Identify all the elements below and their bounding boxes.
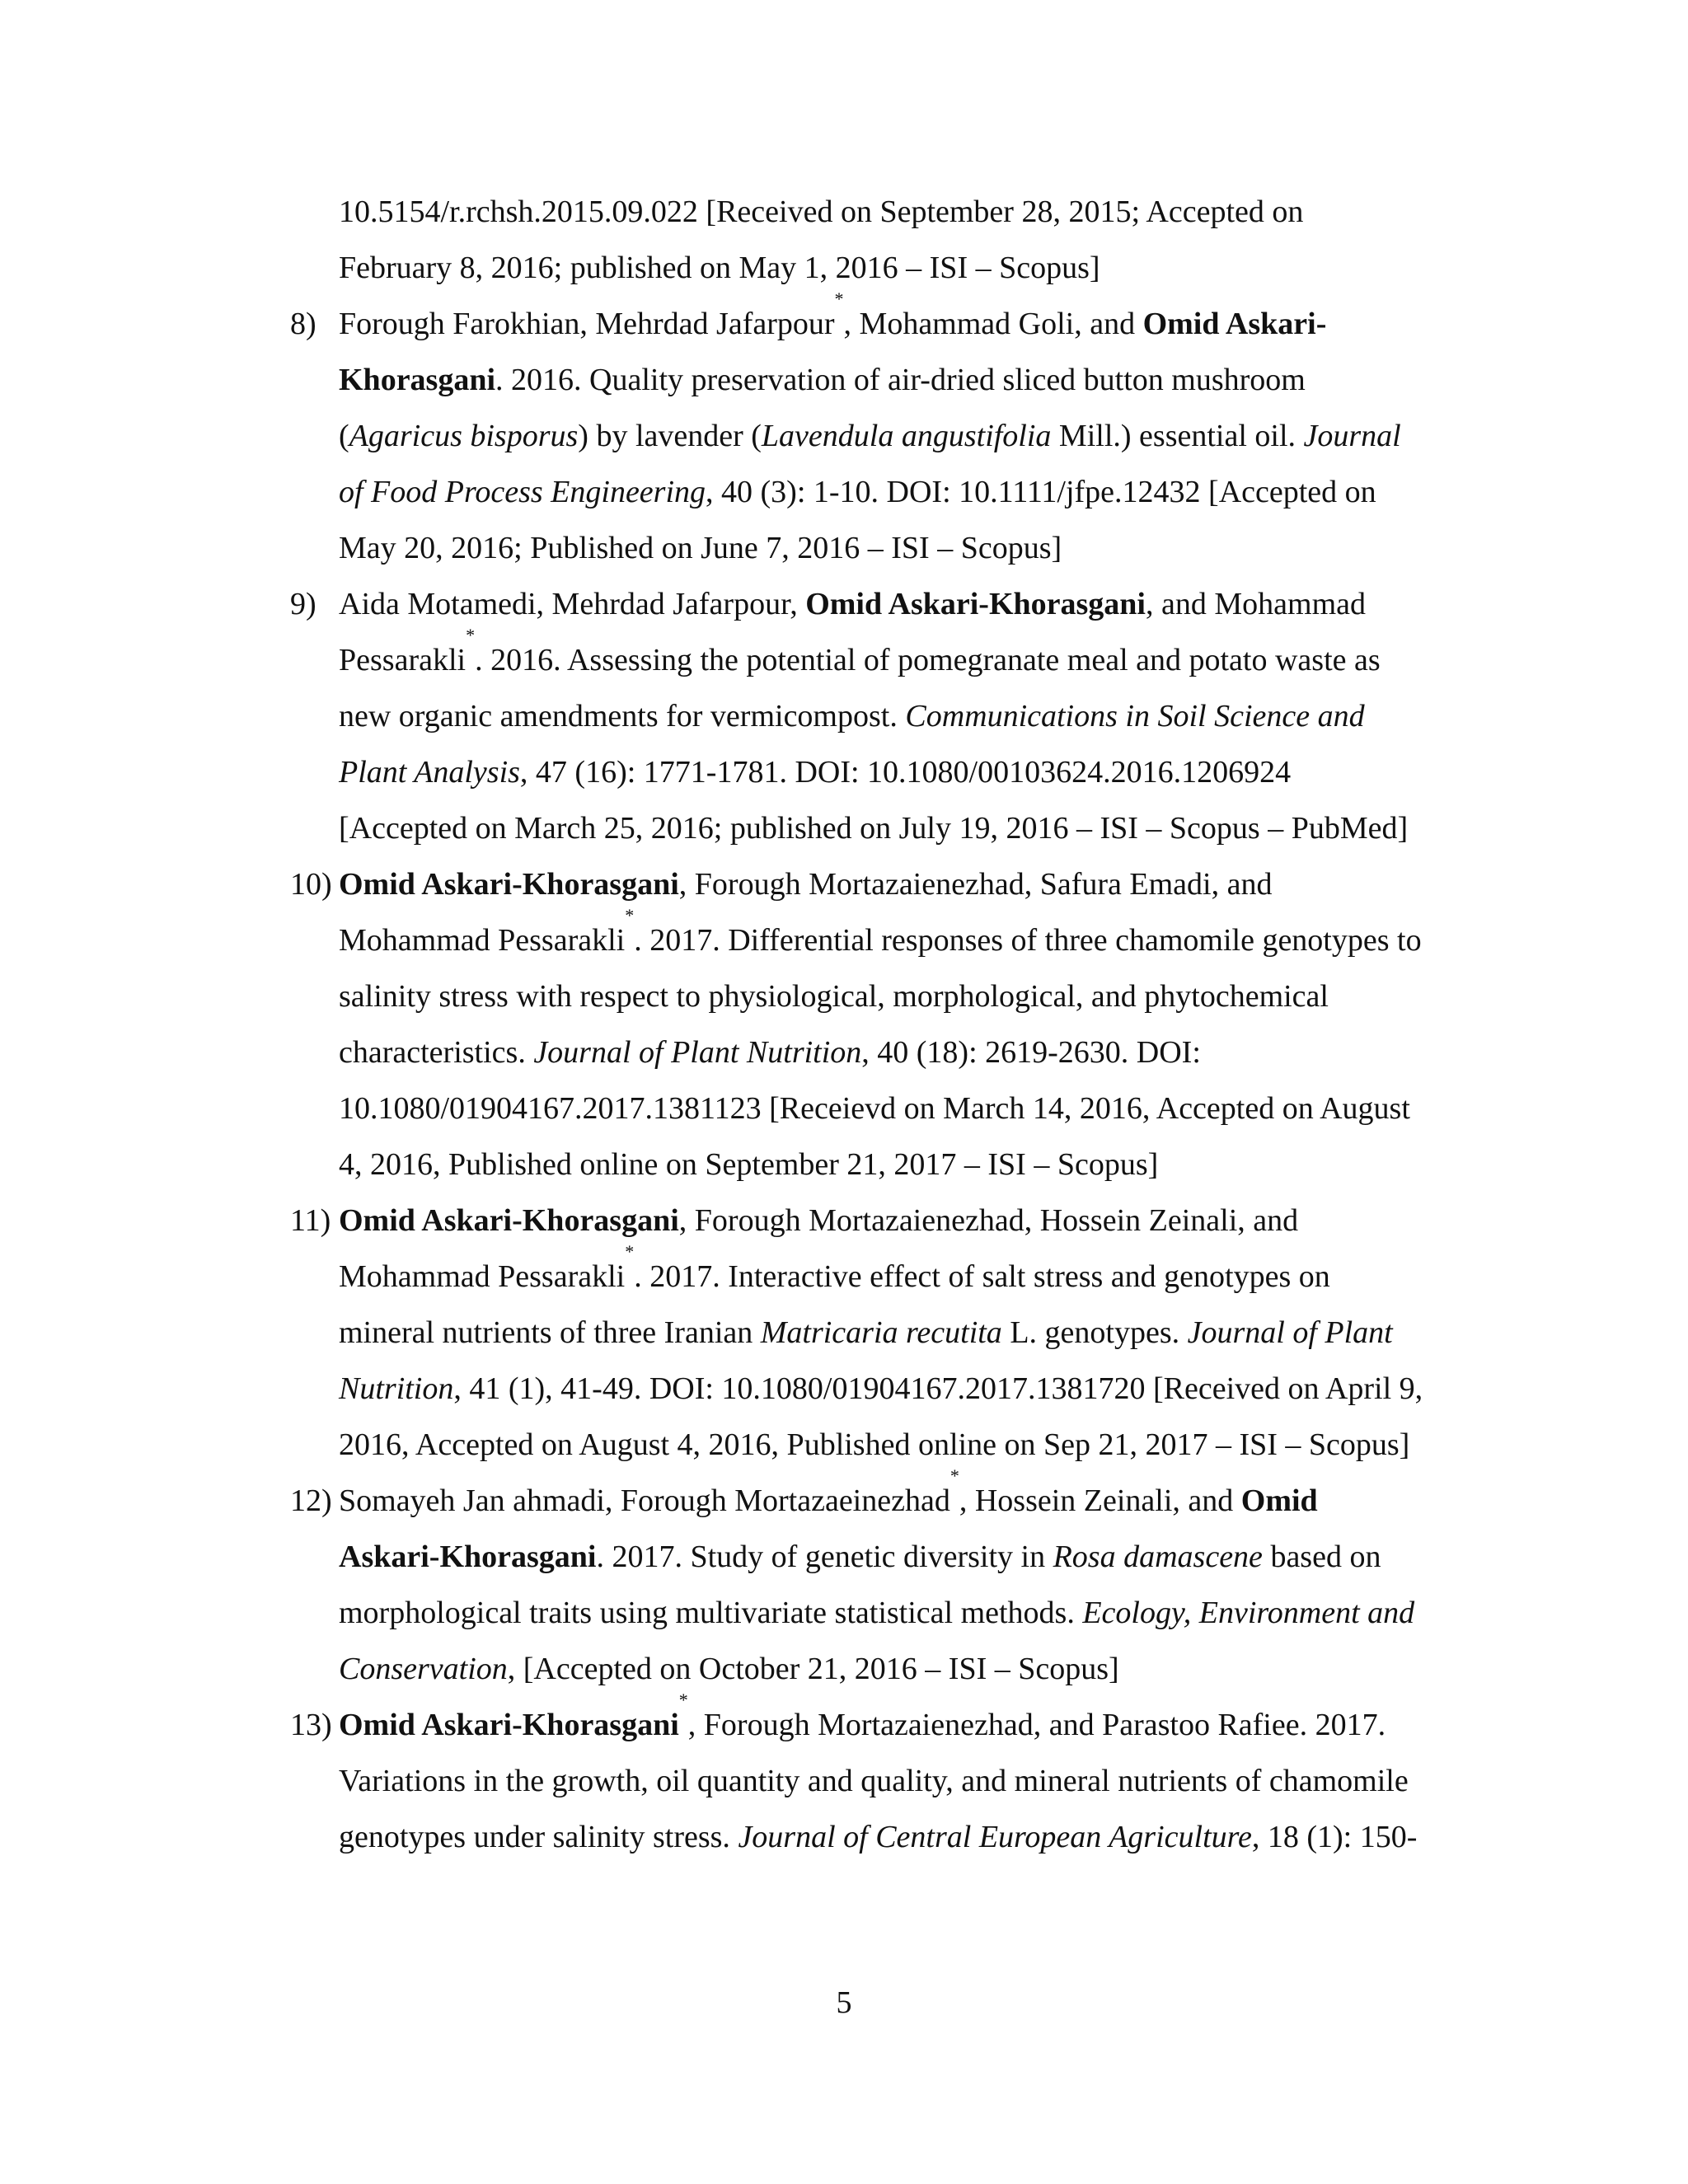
- reference-number: 8): [290, 307, 316, 341]
- reference-number: 9): [290, 587, 316, 621]
- corresponding-author-mark: *: [678, 1690, 688, 1710]
- highlighted-author: Omid Askari-Khorasgani: [339, 1708, 679, 1742]
- text-line: Omid Askari-Khorasgani*, Forough Mortazaienezhad, and Parastoo Rafiee. 2017.: [339, 1690, 1386, 1742]
- species-name: Agaricus bisporus: [349, 419, 579, 453]
- text-line: 4, 2016, Published online on September 21, 2017 – ISI – Scopus]: [339, 1147, 1159, 1182]
- text-line: Nutrition, 41 (1), 41-49. DOI: 10.1080/01904167.2017.1381720 [Received on April 9,: [339, 1371, 1423, 1406]
- text-line: Aida Motamedi, Mehrdad Jafarpour, Omid Askari-Khorasgani, and Mohammad: [339, 587, 1367, 621]
- text-line: new organic amendments for vermicompost. Communications in Soil Science and: [339, 699, 1365, 733]
- journal-name: Nutrition: [339, 1371, 454, 1406]
- text-line: Pessarakli*. 2016. Assessing the potential of pomegranate meal and potato waste as: [339, 625, 1381, 677]
- text-line: Khorasgani. 2016. Quality preservation of air-dried sliced button mushroom: [339, 363, 1306, 397]
- journal-name: Conservation: [339, 1652, 508, 1686]
- text-line: of Food Process Engineering, 40 (3): 1-10. DOI: 10.1111/jfpe.12432 [Accepted on: [339, 475, 1376, 509]
- text-line: (Agaricus bisporus) by lavender (Lavendula angustifolia Mill.) essential oil. Journal: [339, 419, 1401, 453]
- journal-name: of Food Process Engineering: [339, 475, 706, 509]
- journal-name: Communications in Soil Science and: [905, 699, 1365, 733]
- text-line: [Accepted on March 25, 2016; published on July 19, 2016 – ISI – Scopus – PubMed]: [339, 811, 1409, 846]
- highlighted-author: Omid Askari-: [1142, 307, 1327, 341]
- highlighted-author: Omid: [1240, 1483, 1318, 1518]
- text-line: 10.5154/r.rchsh.2015.09.022 [Received on September 28, 2015; Accepted on: [339, 194, 1304, 229]
- text-line: Omid Askari-Khorasgani, Forough Mortazaienezhad, Hossein Zeinali, and: [339, 1203, 1299, 1238]
- highlighted-author: Khorasgani: [339, 363, 496, 397]
- text-line: May 20, 2016; Published on June 7, 2016 – ISI – Scopus]: [339, 531, 1062, 565]
- text-line: characteristics. Journal of Plant Nutrition, 40 (18): 2619-2630. DOI:: [339, 1035, 1201, 1070]
- journal-name: Plant Analysis: [339, 755, 520, 790]
- text-line: mineral nutrients of three Iranian Matricaria recutita L. genotypes. Journal of Plant: [339, 1315, 1393, 1350]
- text-line: genotypes under salinity stress. Journal of Central European Agriculture, 18 (1): 150-: [339, 1820, 1418, 1854]
- species-name: Matricaria recutita: [760, 1315, 1002, 1350]
- reference-number: 12): [290, 1483, 332, 1518]
- text-line: morphological traits using multivariate statistical methods. Ecology, Environment and: [339, 1596, 1415, 1630]
- corresponding-author-mark: *: [625, 1241, 635, 1262]
- text-line: Mohammad Pessarakli*. 2017. Differential responses of three chamomile genotypes to: [339, 905, 1422, 958]
- text-line: 10.1080/01904167.2017.1381123 [Receievd on March 14, 2016, Accepted on August: [339, 1091, 1410, 1126]
- page-number: 5: [836, 1985, 852, 2020]
- text-line: 2016, Accepted on August 4, 2016, Published online on Sep 21, 2017 – ISI – Scopus]: [339, 1427, 1410, 1462]
- text-line: Variations in the growth, oil quantity and quality, and mineral nutrients of chamomile: [339, 1764, 1409, 1798]
- text-line: Somayeh Jan ahmadi, Forough Mortazaeinezhad*, Hossein Zeinali, and Omid: [339, 1465, 1318, 1518]
- highlighted-author: Omid Askari-Khorasgani: [339, 1203, 679, 1238]
- reference-number: 11): [290, 1203, 331, 1238]
- text-line: Omid Askari-Khorasgani, Forough Mortazaienezhad, Safura Emadi, and: [339, 867, 1273, 902]
- text-line: Plant Analysis, 47 (16): 1771-1781. DOI: 10.1080/00103624.2016.1206924: [339, 755, 1292, 790]
- corresponding-author-mark: *: [834, 288, 844, 309]
- highlighted-author: Omid Askari-Khorasgani: [805, 587, 1146, 621]
- journal-name: Ecology, Environment and: [1082, 1596, 1415, 1630]
- highlighted-author: Askari-Khorasgani: [339, 1540, 597, 1574]
- text-line: Conservation, [Accepted on October 21, 2016 – ISI – Scopus]: [339, 1652, 1119, 1686]
- journal-name: Journal of Central European Agriculture: [738, 1820, 1252, 1854]
- species-name: Rosa damascene: [1053, 1540, 1263, 1574]
- text-line: February 8, 2016; published on May 1, 2016 – ISI – Scopus]: [339, 251, 1100, 285]
- reference-number: 10): [290, 867, 332, 902]
- corresponding-author-mark: *: [466, 625, 476, 645]
- reference-number: 13): [290, 1708, 332, 1742]
- text-line: salinity stress with respect to physiological, morphological, and phytochemical: [339, 979, 1329, 1014]
- corresponding-author-mark: *: [625, 905, 635, 926]
- journal-name: Journal: [1303, 419, 1401, 453]
- journal-name: Journal of Plant: [1187, 1315, 1393, 1350]
- text-line: Forough Farokhian, Mehrdad Jafarpour*, Mohammad Goli, and Omid Askari-: [339, 288, 1327, 341]
- text-line: Askari-Khorasgani. 2017. Study of genetic diversity in Rosa damascene based on: [339, 1540, 1381, 1574]
- text-line: Mohammad Pessarakli*. 2017. Interactive effect of salt stress and genotypes on: [339, 1241, 1330, 1294]
- species-name: Lavendula angustifolia: [761, 419, 1052, 453]
- corresponding-author-mark: *: [950, 1465, 959, 1486]
- journal-name: Journal of Plant Nutrition: [533, 1035, 862, 1070]
- highlighted-author: Omid Askari-Khorasgani: [339, 867, 679, 902]
